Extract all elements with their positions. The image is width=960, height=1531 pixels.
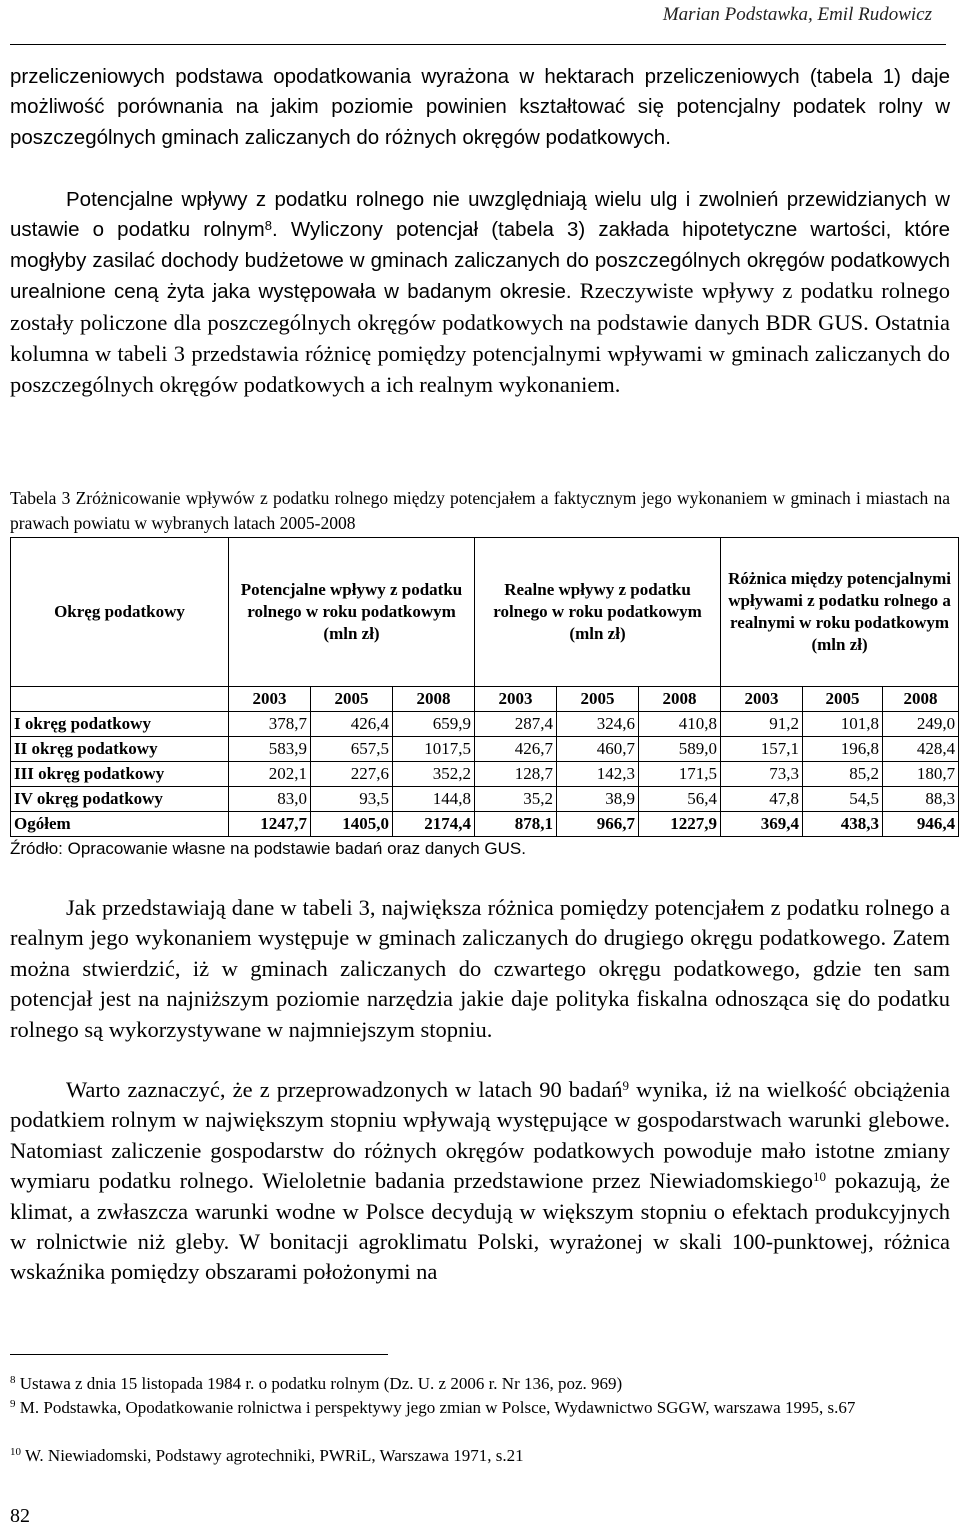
footnote-ref-8[interactable]: 8: [264, 218, 272, 234]
table-cell: 93,5: [311, 787, 393, 812]
paragraph-4-text-c: pokazują, że klimat, a zwłaszcza warunki wodne w Polsce decydują w większym stopniu o efektach produkcyjnych w rolnictwie niż gleby. W bonitacji agroklimatu Polski, wyrażonej w skali 100-punktowej, różnica wskaźnika pomiędzy obszarami położonymi na: [10, 1168, 951, 1285]
table-cell: 157,1: [721, 737, 803, 762]
table-row: [11, 712, 959, 737]
header-okreg: Okręg podatkowy: [11, 538, 229, 687]
table-row: [11, 762, 959, 787]
year-cell: 2005: [557, 687, 639, 712]
table-cell: 196,8: [803, 737, 883, 762]
year-cell: 2005: [311, 687, 393, 712]
table-cell: 144,8: [393, 787, 475, 812]
paragraph-4-text-b: wynika, iż na wielkość obciążenia podatkiem rolnym w największym stopniu wpływają występujące w gospodarstwach warunki glebowe. Natomiast zaliczenie gospodarstw do różnych okręgów podatkowych powoduje mało istotne zmiany wymiaru podatku rolnego. Wieloletnie badania przedstawione przez Niewiadomskiego: [10, 1077, 950, 1194]
table-header-row: [11, 538, 959, 687]
total-cell: 1405,0: [311, 812, 393, 837]
total-cell: 946,4: [883, 812, 959, 837]
footnote-text: M. Podstawka, Opodatkowanie rolnictwa i perspektywy jego zmian w Polsce, Wydawnictwo SGGW, warszawa 1995, s.67: [15, 1398, 856, 1417]
header-roznica: Różnica między potencjalnymi wpływami z podatku rolnego a realnymi w roku podatkowym (mln zł): [721, 538, 959, 687]
paragraph-2-text-b: . Wyliczony potencjał (tabela 3) zakłada hipotetyczne wartości, które mogłyby zasilać dochody budżetowe w gminach zaliczanych do poszczególnych okręgów podatkowych urealnione ceną żyta jaka występowała w badanym okresie.: [10, 218, 950, 304]
table-cell: 73,3: [721, 762, 803, 787]
total-cell: 966,7: [557, 812, 639, 837]
table-years-row: [11, 687, 959, 712]
table-cell: 1017,5: [393, 737, 475, 762]
table-cell: 38,9: [557, 787, 639, 812]
footnote-rule: [10, 1354, 388, 1355]
footnote-10: [10, 1444, 950, 1467]
year-cell: 2008: [393, 687, 475, 712]
table-cell: 428,4: [883, 737, 959, 762]
paragraph-3: [10, 893, 950, 1045]
table-cell: 460,7: [557, 737, 639, 762]
table-cell: 583,9: [229, 737, 311, 762]
table-cell: 657,5: [311, 737, 393, 762]
table-cell: 85,2: [803, 762, 883, 787]
table-cell: 426,7: [475, 737, 557, 762]
table-cell: 589,0: [639, 737, 721, 762]
table-cell: 54,5: [803, 787, 883, 812]
footnote-number: 8: [10, 1374, 16, 1386]
footnote-ref-9[interactable]: 9: [622, 1078, 630, 1093]
row-label: II okręg podatkowy: [11, 737, 229, 762]
table-cell: 410,8: [639, 712, 721, 737]
header-realne: Realne wpływy z podatku rolnego w roku podatkowym (mln zł): [475, 538, 721, 687]
table-cell: 426,4: [311, 712, 393, 737]
paragraph-2: [10, 185, 950, 402]
data-table: [10, 537, 959, 837]
table-row: [11, 787, 959, 812]
table-source: Źródło: Opracowanie własne na podstawie badań oraz danych GUS.: [10, 839, 526, 858]
table-cell: 35,2: [475, 787, 557, 812]
table-cell: 128,7: [475, 762, 557, 787]
table-cell: 171,5: [639, 762, 721, 787]
row-label: III okręg podatkowy: [11, 762, 229, 787]
total-cell: 1247,7: [229, 812, 311, 837]
paragraph-4-text-a: Warto zaznaczyć, że z przeprowadzonych w latach 90 badań: [66, 1077, 623, 1102]
header-potencjalne: Potencjalne wpływy z podatku rolnego w roku podatkowym (mln zł): [229, 538, 475, 687]
year-cell: 2003: [229, 687, 311, 712]
page-number: 82: [10, 1505, 30, 1527]
table-cell: 287,4: [475, 712, 557, 737]
table-cell: 180,7: [883, 762, 959, 787]
table-cell: 88,3: [883, 787, 959, 812]
paragraph-3-text: Jak przedstawiają dane w tabeli 3, największa różnica pomiędzy potencjałem z podatku rolnego a realnym jego wykonaniem występuje w gminach zaliczanych do drugiego okręgu podatkowego. Zatem można stwierdzić, iż w gminach zaliczanych do czwartego okręgu podatkowego, gdzie ten sam potencjał jest na najniższym poziomie narzędzia jakie daje polityka fiskalna odnosząca się do podatku rolnego są wykorzystywane w najmniejszym stopniu.: [10, 895, 950, 1042]
table-cell: 378,7: [229, 712, 311, 737]
table-cell: 352,2: [393, 762, 475, 787]
total-cell: 438,3: [803, 812, 883, 837]
running-header: Marian Podstawka, Emil Rudowicz: [662, 4, 932, 25]
table-row: [11, 737, 959, 762]
paragraph-4: [10, 1075, 950, 1288]
table-caption: Tabela 3 Zróżnicowanie wpływów z podatku rolnego między potencjałem a faktycznym jego wykonaniem w gminach i miastach na prawach powiatu w wybranych latach 2005-2008: [10, 488, 950, 533]
row-label: I okręg podatkowy: [11, 712, 229, 737]
footnote-9: [10, 1396, 950, 1419]
total-cell: 878,1: [475, 812, 557, 837]
paragraph-1-text: przeliczeniowych podstawa opodatkowania wyrażona w hektarach przeliczeniowych (tabela 1) daje możliwość porównania na jakim poziomie powinien kształtować się potencjalny podatek rolny w poszczególnych gminach zaliczanych do różnych okręgów podatkowych.: [10, 65, 950, 149]
table-cell: 227,6: [311, 762, 393, 787]
total-cell: 2174,4: [393, 812, 475, 837]
year-cell: 2003: [721, 687, 803, 712]
footnote-text: W. Niewiadomski, Podstawy agrotechniki, PWRiL, Warszawa 1971, s.21: [21, 1446, 524, 1465]
paragraph-2-text-a: Potencjalne wpływy z podatku rolnego nie uwzględniają wielu ulg i zwolnień przewidzianych w ustawie o podatku rolnym: [10, 188, 950, 242]
year-cell: 2008: [639, 687, 721, 712]
year-cell: 2008: [883, 687, 959, 712]
table-total-row: [11, 812, 959, 837]
total-cell: 369,4: [721, 812, 803, 837]
table-cell: 249,0: [883, 712, 959, 737]
years-empty-cell: [11, 687, 229, 712]
table-cell: 324,6: [557, 712, 639, 737]
table-cell: 91,2: [721, 712, 803, 737]
table-cell: 83,0: [229, 787, 311, 812]
header-rule: [10, 44, 946, 45]
table-cell: 202,1: [229, 762, 311, 787]
footnote-number: 9: [10, 1398, 16, 1410]
table-cell: 659,9: [393, 712, 475, 737]
table-cell: 101,8: [803, 712, 883, 737]
footnote-number: 10: [10, 1446, 21, 1458]
year-cell: 2005: [803, 687, 883, 712]
year-cell: 2003: [475, 687, 557, 712]
table-cell: 142,3: [557, 762, 639, 787]
footnote-8: [10, 1372, 950, 1395]
table-cell: 47,8: [721, 787, 803, 812]
footnote-ref-10[interactable]: 10: [813, 1169, 826, 1185]
paragraph-2-text-c: Rzeczywiste wpływy z podatku rolnego zostały policzone dla poszczególnych okręgów podatkowych na podstawie danych BDR GUS. Ostatnia kolumna w tabeli 3 przedstawia różnicę pomiędzy potencjalnymi wpływami w gminach zaliczanych do poszczególnych okręgów podatkowych a ich realnym wykonaniem.: [10, 278, 950, 398]
row-label: IV okręg podatkowy: [11, 787, 229, 812]
total-cell: 1227,9: [639, 812, 721, 837]
total-label: Ogółem: [11, 812, 229, 837]
table-cell: 56,4: [639, 787, 721, 812]
footnote-text: Ustawa z dnia 15 listopada 1984 r. o podatku rolnym (Dz. U. z 2006 r. Nr 136, poz. 969): [15, 1374, 623, 1393]
paragraph-1: [10, 62, 950, 153]
